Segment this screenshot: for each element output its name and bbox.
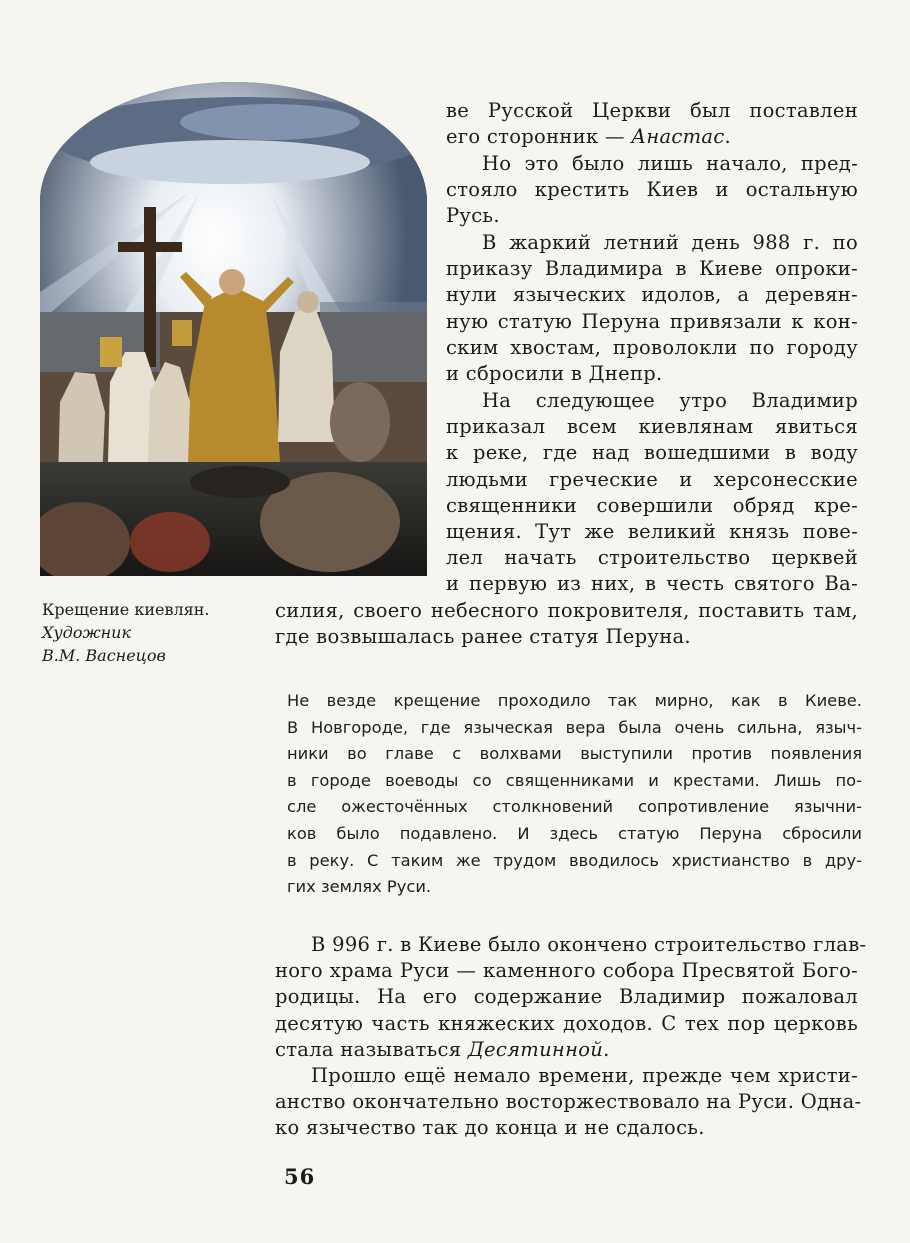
paragraph-4-continued [275,598,858,650]
text-line: ве Русской Церкви был поставлен [446,99,858,122]
text-line: лел начать строительство церквей [446,546,858,570]
text-line: приказу Владимира в Киеве опроки- [446,257,858,281]
name-anastas: Анастас [631,125,725,149]
paragraph-2 [446,151,858,230]
text-segment: В жаркий летний день 988 г. по [482,231,858,254]
text-line [446,151,858,177]
figure-caption [42,598,262,667]
caption-title: Крещение киевлян. [42,600,210,619]
text-line: в реку. С таким же трудом вводилось христианство в дру- [287,850,862,870]
text-segment: Но это было лишь начало, пред- [482,152,858,175]
text-line: Не везде крещение проходило так мирно, как в Киеве. [287,691,862,710]
text-segment: На следующее утро Владимир [482,389,858,412]
text-segment: стала называться [275,1037,468,1061]
caption-artist-name: В.М. Васнецов [42,646,166,665]
paragraph-5 [275,932,867,1063]
text-line: и сбросили в Днепр. [446,362,663,386]
text-line: щения. Тут же великий князь пове- [446,520,858,544]
supplementary-text-block [287,688,862,901]
text-segment: его сторонник — [446,125,632,149]
text-line: нули языческих идолов, а деревян- [446,283,858,307]
text-segment: . [603,1037,610,1061]
text-line: где возвышалась ранее статуя Перуна. [275,625,691,649]
paragraph-4 [446,388,858,598]
caption-artist-label: Художник [42,623,132,642]
page-number: 56 [284,1164,316,1189]
text-line: в городе воеводы со священниками и крестами. Лишь по- [287,770,862,790]
church-name-desyatinnaya: Десятинной [467,1037,604,1061]
text-segment: Прошло ещё немало времени, прежде чем христи- [311,1064,858,1087]
text-line: родицы. На его содержание Владимир пожаловал [275,985,858,1009]
paragraph-1 [446,98,858,150]
text-line: десятую часть княжеских доходов. С тех пор церковь [275,1011,858,1035]
text-line: священники совершили обряд кре- [446,493,858,517]
text-line: ков было подавлено. И здесь статую Перуна сбросили [287,823,862,843]
text-line: ским хвостам, проволокли по городу [446,335,858,359]
text-segment: В 996 г. в Киеве было окончено строительство глав- [311,933,867,956]
paragraph-6 [275,1063,862,1142]
text-line: ко язычество так до конца и не сдалось. [275,1116,705,1140]
text-line: ники во главе с волхвами выступили против появления [287,744,862,764]
text-line: ного храма Руси — каменного собора Пресвятой Бого- [275,959,858,983]
text-line: приказал всем киевлянам явиться [446,415,858,439]
text-line: и первую из них, в честь святого Ва- [446,572,858,596]
text-line [275,932,867,958]
painting-illustration [40,82,427,576]
text-line [446,230,858,256]
text-line: гих землях Руси. [287,877,432,897]
painting-baptism-icon [40,82,427,576]
text-line: ную статую Перуна привязали к кон- [446,309,858,333]
text-line: людьми греческие и херсонесские [446,467,858,491]
text-line [446,388,858,414]
text-line: к реке, где над вошедшими в воду [446,441,858,465]
text-line: Русь. [446,204,500,228]
text-line: силия, своего небесного покровителя, поставить там, [275,599,858,622]
paragraph-3 [446,230,858,387]
text-line [275,1037,858,1063]
text-line: В Новгороде, где языческая вера была очень сильна, языч- [287,717,862,737]
text-line: анство окончательно восторжествовало на Руси. Одна- [275,1090,862,1114]
text-segment: . [724,125,732,149]
text-line [275,1063,858,1089]
text-line: сле ожесточённых столкновений сопротивление язычни- [287,797,862,817]
text-line [446,124,858,150]
text-line: стояло крестить Киев и остальную [446,178,858,202]
